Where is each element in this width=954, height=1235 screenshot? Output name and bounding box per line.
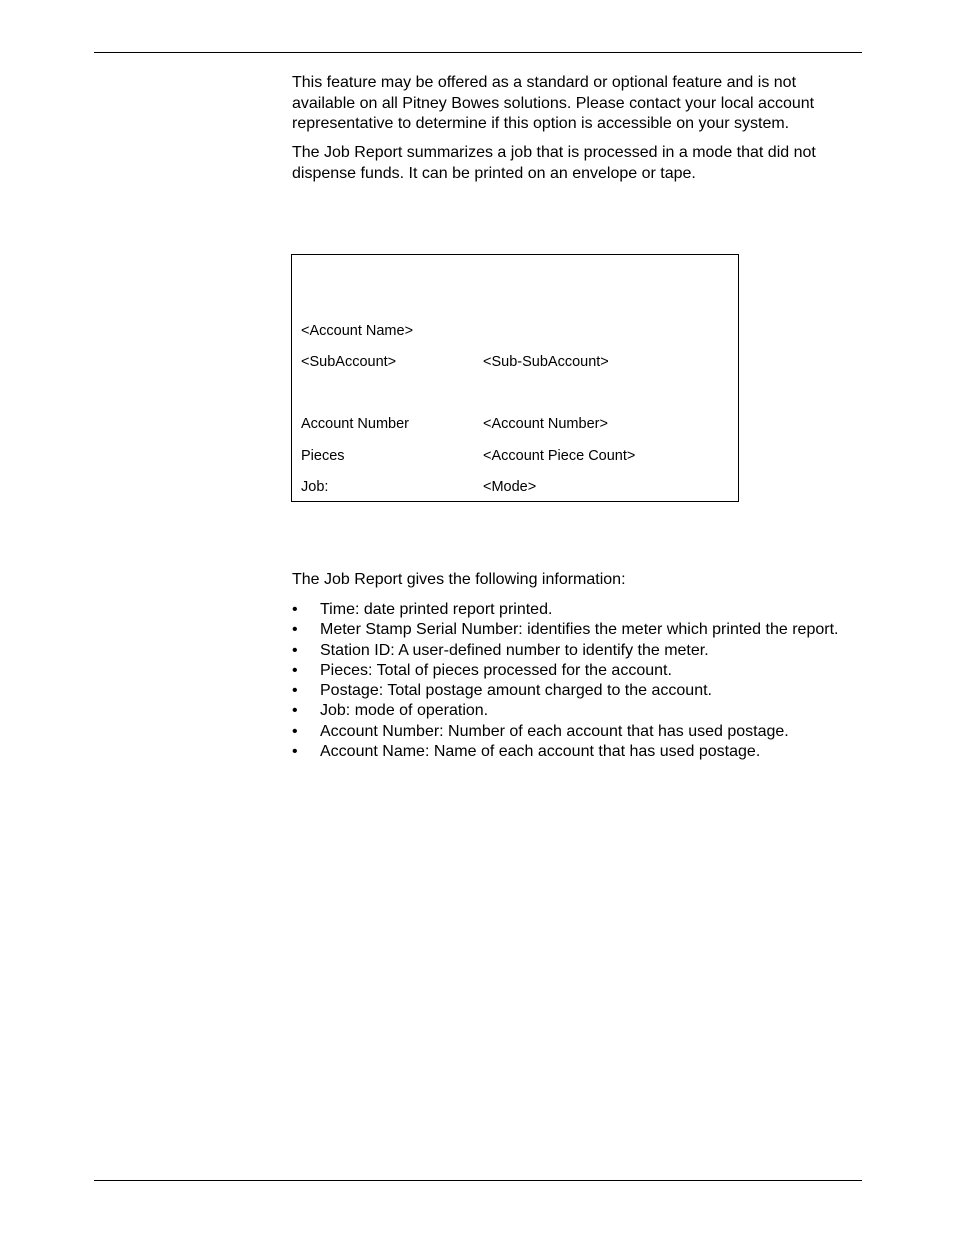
bullet-icon: • (292, 682, 298, 700)
footer-divider (94, 1180, 862, 1181)
list-item-text: Account Number: Number of each account that has used postage. (320, 722, 789, 740)
list-item-text: Station ID: A user-defined number to identify the meter. (320, 641, 709, 659)
list-item (292, 722, 862, 742)
info-list (292, 600, 862, 762)
account-number-value: <Account Number> (483, 416, 608, 432)
list-item-text: Account Name: Name of each account that has used postage. (320, 743, 761, 761)
list-item (292, 701, 862, 721)
list-item (292, 620, 862, 640)
list-item (292, 742, 862, 762)
bullet-icon: • (292, 743, 298, 761)
availability-note: This feature may be offered as a standard or optional feature and is not available on all Pitney Bowes solutions. Please contact your local account representative to determine if this option is accessible on your system. (292, 74, 815, 132)
list-item (292, 681, 862, 701)
list-item-text: Time: date printed report printed. (320, 601, 553, 618)
list-item-text: Pieces: Total of pieces processed for the account. (320, 661, 672, 679)
list-item-text: Meter Stamp Serial Number: identifies the meter which printed the report. (320, 621, 839, 639)
header-divider (94, 52, 862, 53)
bullet-icon: • (292, 621, 298, 639)
account-name-placeholder: <Account Name> (301, 323, 414, 339)
sub-subaccount-placeholder: <Sub-SubAccount> (483, 354, 609, 370)
info-lead: The Job Report gives the following information: (292, 571, 626, 588)
job-report-sample (291, 254, 739, 502)
account-number-label: Account Number (301, 416, 409, 432)
job-label: Job: (301, 479, 329, 495)
job-mode-value: <Mode> (483, 479, 537, 495)
bullet-icon: • (292, 601, 298, 618)
list-item (292, 641, 862, 661)
job-report-summary: The Job Report summarizes a job that is processed in a mode that did not dispense funds. It can be printed on an envelope or tape. (292, 144, 816, 182)
list-item-text: Postage: Total postage amount charged to the account. (320, 682, 712, 700)
bullet-icon: • (292, 722, 298, 740)
bullet-icon: • (292, 661, 298, 679)
bullet-icon: • (292, 641, 298, 659)
pieces-label: Pieces (301, 448, 345, 464)
list-item-text: Job: mode of operation. (320, 702, 489, 720)
list-item (292, 600, 862, 620)
list-item (292, 661, 862, 681)
bullet-icon: • (292, 702, 298, 720)
subaccount-placeholder: <SubAccount> (301, 354, 397, 370)
piece-count-value: <Account Piece Count> (483, 448, 636, 464)
